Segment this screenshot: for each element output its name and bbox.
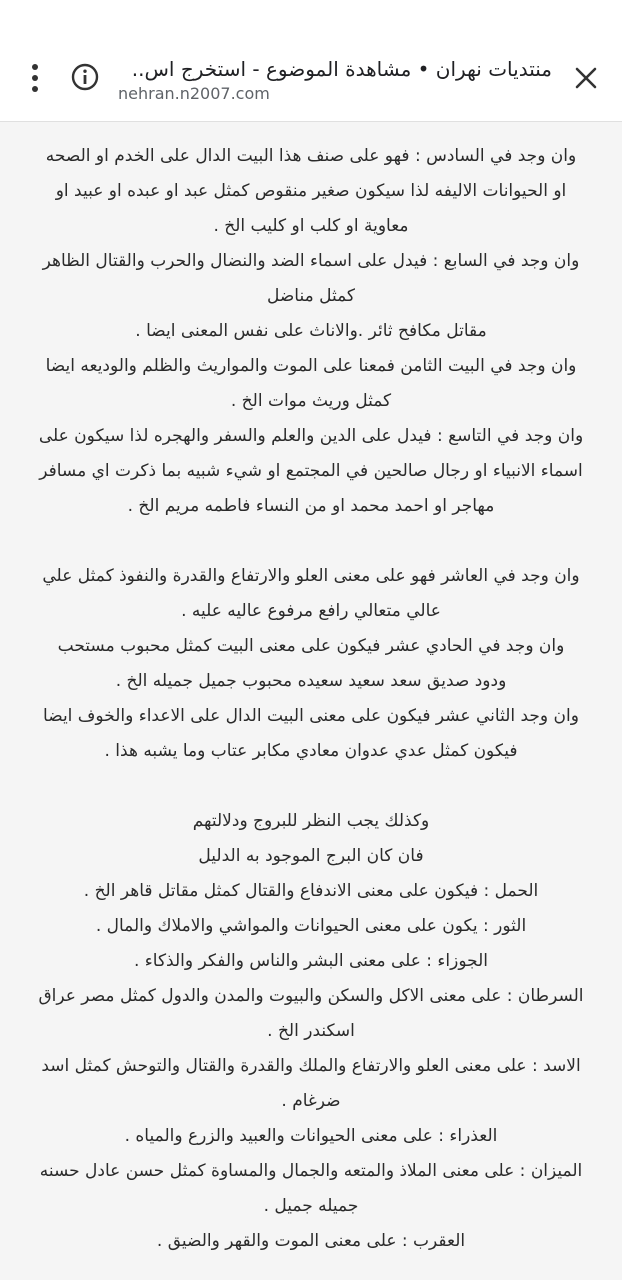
content-line: اسكندر الخ . <box>267 1021 355 1041</box>
content-line: وكذلك يجب النظر للبروج ودلالتهم <box>192 811 430 831</box>
page-title: منتديات نهران • مشاهدة الموضوع - استخرج اس.. <box>131 57 552 81</box>
content-line: الثور : يكون على معنى الحيوانات والمواشي والاملاك والمال . <box>95 916 527 936</box>
content-line: العذراء : على معنى الحيوانات والعبيد والزرع والمياه . <box>124 1126 498 1146</box>
content-line: ضرغام . <box>281 1091 341 1111</box>
content-line: مهاجر او احمد محمد او من النساء فاطمه مريم الخ . <box>127 496 495 516</box>
page-url: nehran.n2007.com <box>118 84 270 103</box>
menu-dot <box>32 75 38 81</box>
menu-dot <box>32 64 38 70</box>
content-line: الميزان : على معنى الملاذ والمتعه والجمال والمساوة كمثل حسن عادل حسنه <box>39 1161 583 1181</box>
content-line: السرطان : على معنى الاكل والسكن والبيوت والمدن والدول كمثل مصر عراق <box>38 986 584 1006</box>
content-line: مقاتل مكافح ثائر .والاناث على نفس المعنى ايضا . <box>135 321 487 341</box>
menu-dot <box>32 86 38 92</box>
content-line: وان وجد في العاشر فهو على معنى العلو والارتفاع والقدرة والنفوذ كمثل علي <box>42 566 580 586</box>
content-line: عالي متعالي رافع مرفوع عاليه عليه . <box>181 601 441 621</box>
info-icon[interactable] <box>70 62 100 92</box>
content-line: معاوية او كلب او كليب الخ . <box>213 216 409 236</box>
paragraph-gap <box>18 524 604 559</box>
content-line: فيكون كمثل عدي عدوان معادي مكابر عتاب وما يشبه هذا . <box>104 741 518 761</box>
content-line: كمثل مناضل <box>266 286 356 306</box>
content-line: وان وجد في الحادي عشر فيكون على معنى البيت كمثل محبوب مستحب <box>57 636 565 656</box>
post-content <box>18 139 604 1259</box>
content-line: الاسد : على معنى العلو والارتفاع والملك والقدرة والقتال والتوحش كمثل اسد <box>41 1056 581 1076</box>
browser-top-bar <box>0 0 622 122</box>
page-title-block[interactable] <box>118 56 552 104</box>
content-line: فان كان البرج الموجود به الدليل <box>198 846 424 866</box>
content-line: اسماء الانبياء او رجال صالحين في المجتمع او شيء شبيه بما ذكرت اي مسافر <box>39 461 583 481</box>
content-line: وان وجد في السادس : فهو على صنف هذا البيت الدال على الخدم او الصحه <box>45 146 577 166</box>
more-vert-icon[interactable] <box>20 58 50 98</box>
content-line: وان وجد في البيت الثامن فمعنا على الموت والمواريث والظلم والوديعه ايضا <box>45 356 577 376</box>
paragraph-gap <box>18 769 604 804</box>
content-line: وان وجد في السابع : فيدل على اسماء الضد والنضال والحرب والقتال الظاهر <box>42 251 580 271</box>
content-line: وان وجد في التاسع : فيدل على الدين والعلم والسفر والهجره لذا سيكون على <box>38 426 584 446</box>
content-line: وان وجد الثاني عشر فيكون على معنى البيت الدال على الاعداء والخوف ايضا <box>43 706 579 726</box>
content-line: الجوزاء : على معنى البشر والناس والفكر والذكاء . <box>133 951 489 971</box>
content-line: ودود صديق سعد سعيد سعيده محبوب جميل جميله الخ . <box>115 671 507 691</box>
content-line: الحمل : فيكون على معنى الاندفاع والقتال كمثل مقاتل قاهر الخ . <box>83 881 539 901</box>
content-line: العقرب : على معنى الموت والقهر والضيق . <box>156 1231 466 1251</box>
close-icon[interactable] <box>572 64 600 92</box>
content-line: او الحيوانات الاليفه لذا سيكون صغير منقوص كمثل عبد او عبده او عبيد او <box>55 181 567 201</box>
content-line: كمثل وريث موات الخ . <box>230 391 392 411</box>
content-line: جميله جميل . <box>263 1196 359 1216</box>
